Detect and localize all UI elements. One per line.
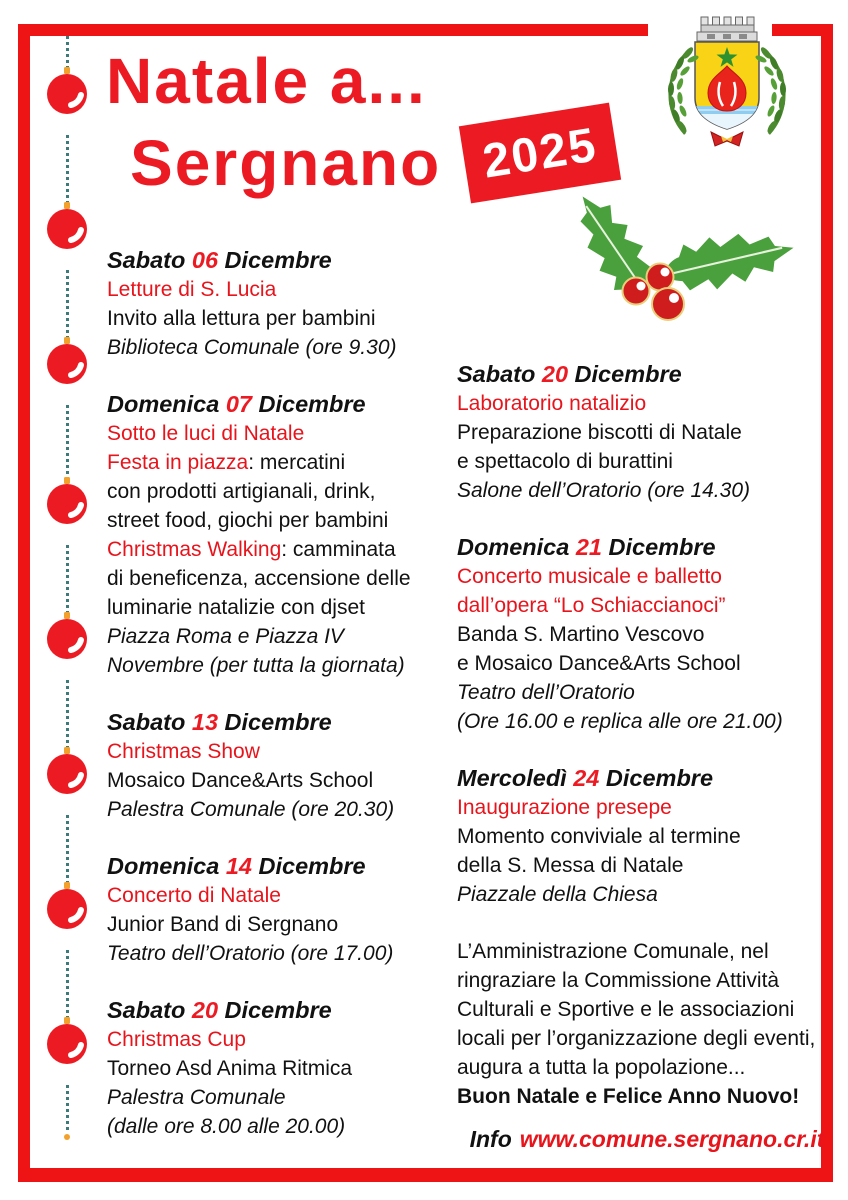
string-segment (66, 135, 69, 209)
event-block (107, 390, 452, 680)
bauble-ornament-icon (45, 201, 89, 251)
text-segment: Dicembre (251, 391, 366, 417)
text-segment: 20 (191, 997, 219, 1023)
text-segment: Concerto di Natale (107, 884, 281, 907)
event-line (107, 1112, 452, 1141)
bauble-ornament-icon (45, 1016, 89, 1066)
event-line (107, 275, 452, 304)
text-segment: Teatro dell’Oratorio (457, 681, 635, 704)
text-segment: della S. Messa di Natale (457, 854, 684, 877)
text-segment: Palestra Comunale (107, 1086, 286, 1109)
event-line (107, 564, 452, 593)
text-segment: Palestra Comunale (ore 20.30) (107, 798, 395, 821)
text-segment: Piazzale della Chiesa (457, 883, 658, 906)
holly-leaves (561, 190, 798, 310)
event-date (107, 708, 452, 737)
event-date (107, 246, 452, 275)
text-segment: con prodotti artigianali, drink, (107, 480, 376, 503)
string-segment (66, 680, 69, 754)
text-segment: (Ore 16.00 e replica alle ore 21.00) (457, 710, 783, 733)
text-segment: street food, giochi per bambini (107, 509, 389, 532)
event-date (107, 390, 452, 419)
mural-crown (697, 17, 757, 41)
string-segment (66, 815, 69, 889)
text-segment: 07 (225, 391, 252, 417)
event-line (457, 418, 837, 447)
text-segment: Dicembre (251, 853, 366, 879)
text-segment: Domenica (457, 534, 576, 560)
frame-bottom (18, 1168, 833, 1182)
event-line (107, 881, 452, 910)
event-line (107, 1025, 452, 1054)
event-line (107, 1083, 452, 1112)
event-line (107, 651, 452, 680)
event-line (457, 822, 837, 851)
text-segment: Inaugurazione presepe (457, 796, 672, 819)
text-segment: : camminata (281, 538, 396, 561)
event-line (107, 1054, 452, 1083)
text-segment: 20 (541, 361, 569, 387)
info-line (457, 1125, 837, 1154)
text-line (457, 1082, 837, 1111)
text-segment: Banda S. Martino Vescovo (457, 623, 705, 646)
text-segment: Salone dell’Oratorio (ore 14.30) (457, 479, 750, 502)
text-segment: Sabato (107, 709, 192, 735)
string-segment (66, 405, 69, 484)
event-block (107, 852, 452, 968)
event-line (457, 389, 837, 418)
text-line (457, 1024, 837, 1053)
text-segment: : mercatini (248, 451, 346, 474)
event-date (107, 852, 452, 881)
events-column-left (107, 246, 452, 1169)
text-segment: Dicembre (599, 765, 714, 791)
text-line (457, 966, 837, 995)
text-segment: Dicembre (218, 709, 332, 735)
events-column-right (457, 360, 837, 1154)
string-end-cap (64, 1134, 70, 1140)
string-segment (66, 950, 69, 1024)
frame-left (18, 24, 30, 1182)
event-line (457, 678, 837, 707)
text-segment: 14 (225, 853, 252, 879)
bauble-ornament-icon (45, 476, 89, 526)
text-segment: Christmas Walking (107, 538, 282, 561)
event-line (457, 851, 837, 880)
text-segment: Sabato (107, 997, 192, 1023)
event-line (107, 795, 452, 824)
text-line (457, 937, 837, 966)
event-line (457, 707, 837, 736)
event-line (457, 649, 837, 678)
event-line (107, 766, 452, 795)
text-segment: di beneficenza, accensione delle (107, 567, 411, 590)
string-segment (66, 545, 69, 619)
text-segment: dall’opera “Lo Schiaccianoci” (457, 594, 726, 617)
text-segment: Biblioteca Comunale (ore 9.30) (107, 336, 397, 359)
text-segment: L’Amministrazione Comunale, nel (457, 940, 769, 963)
text-segment: Piazza Roma e Piazza IV (107, 625, 344, 648)
text-segment: Sabato (457, 361, 542, 387)
text-segment: Culturali e Sportive e le associazioni (457, 998, 795, 1021)
event-date (107, 996, 452, 1025)
text-segment: Torneo Asd Anima Ritmica (107, 1057, 353, 1080)
text-segment: Dicembre (218, 997, 332, 1023)
bauble-ornament-icon (45, 336, 89, 386)
event-date (457, 764, 837, 793)
text-segment: 13 (191, 709, 219, 735)
event-line (457, 447, 837, 476)
string-segment (66, 1085, 69, 1132)
event-block (107, 708, 452, 824)
holly-sprig-icon (548, 190, 810, 332)
text-segment: Festa in piazza (107, 451, 249, 474)
event-line (107, 535, 452, 564)
bauble-ornament-icon (45, 66, 89, 116)
event-line (457, 562, 837, 591)
event-line (457, 476, 837, 505)
text-segment: Laboratorio natalizio (457, 392, 647, 415)
text-segment: 21 (575, 534, 602, 560)
text-segment: locali per l’organizzazione degli eventi, (457, 1027, 816, 1050)
bauble-ornament-icon (45, 881, 89, 931)
ribbon (711, 132, 743, 146)
text-segment: Momento conviviale al termine (457, 825, 741, 848)
text-segment: Letture di S. Lucia (107, 278, 277, 301)
string-segment (66, 270, 69, 344)
text-segment: Mercoledì (457, 765, 574, 791)
frame-top-left (18, 24, 648, 36)
event-block (457, 764, 837, 909)
text-segment: Dicembre (601, 534, 716, 560)
text-segment: Preparazione biscotti di Natale (457, 421, 742, 444)
event-line (457, 793, 837, 822)
text-segment: augura a tutta la popolazione... (457, 1056, 746, 1079)
event-line (107, 448, 452, 477)
text-segment: Christmas Cup (107, 1028, 246, 1051)
text-segment: Mosaico Dance&Arts School (107, 769, 374, 792)
event-date (457, 533, 837, 562)
text-segment: Junior Band di Sergnano (107, 913, 339, 936)
event-line (107, 304, 452, 333)
event-line (107, 333, 452, 362)
event-line (107, 419, 452, 448)
event-line (107, 939, 452, 968)
text-segment: Dicembre (218, 247, 332, 273)
text-segment: luminarie natalizie con djset (107, 596, 365, 619)
event-block (107, 996, 452, 1141)
text-segment: Sotto le luci di Natale (107, 422, 305, 445)
text-segment: Teatro dell’Oratorio (ore 17.00) (107, 942, 394, 965)
text-segment: Novembre (per tutta la giornata) (107, 654, 405, 677)
text-segment: Dicembre (568, 361, 682, 387)
event-line (107, 910, 452, 939)
event-line (107, 622, 452, 651)
event-block (457, 533, 837, 736)
text-segment: e spettacolo di burattini (457, 450, 673, 473)
text-segment: 24 (573, 765, 600, 791)
info-url[interactable]: www.comune.sergnano.cr.it (519, 1126, 825, 1152)
event-block (107, 246, 452, 362)
year-badge: 2025 (459, 103, 621, 204)
event-date (457, 360, 837, 389)
coat-of-arms-icon (647, 12, 807, 162)
text-segment: Concerto musicale e balletto (457, 565, 722, 588)
event-line (457, 591, 837, 620)
event-line (457, 620, 837, 649)
event-line (107, 593, 452, 622)
event-line (457, 880, 837, 909)
text-segment: Christmas Show (107, 740, 260, 763)
bauble-ornament-icon (45, 611, 89, 661)
info-label: Info (469, 1126, 512, 1152)
event-block (457, 360, 837, 505)
event-line (107, 477, 452, 506)
title-line-1: Natale a... (106, 45, 427, 117)
text-segment: Sabato (107, 247, 192, 273)
text-segment: (dalle ore 8.00 alle 20.00) (107, 1115, 346, 1138)
text-segment: 06 (191, 247, 219, 273)
text-segment: Invito alla lettura per bambini (107, 307, 376, 330)
text-segment: e Mosaico Dance&Arts School (457, 652, 741, 675)
text-segment: Domenica (107, 853, 226, 879)
closing-paragraph (457, 937, 837, 1111)
poster-title (106, 40, 441, 204)
text-segment: Buon Natale e Felice Anno Nuovo! (457, 1085, 800, 1108)
text-line (457, 995, 837, 1024)
bauble-ornament-icon (45, 746, 89, 796)
event-line (107, 737, 452, 766)
text-segment: Domenica (107, 391, 226, 417)
text-segment: ringraziare la Commissione Attività (457, 969, 780, 992)
text-line (457, 1053, 837, 1082)
event-line (107, 506, 452, 535)
events-right (457, 360, 837, 909)
title-line-2: Sergnano (130, 127, 442, 199)
